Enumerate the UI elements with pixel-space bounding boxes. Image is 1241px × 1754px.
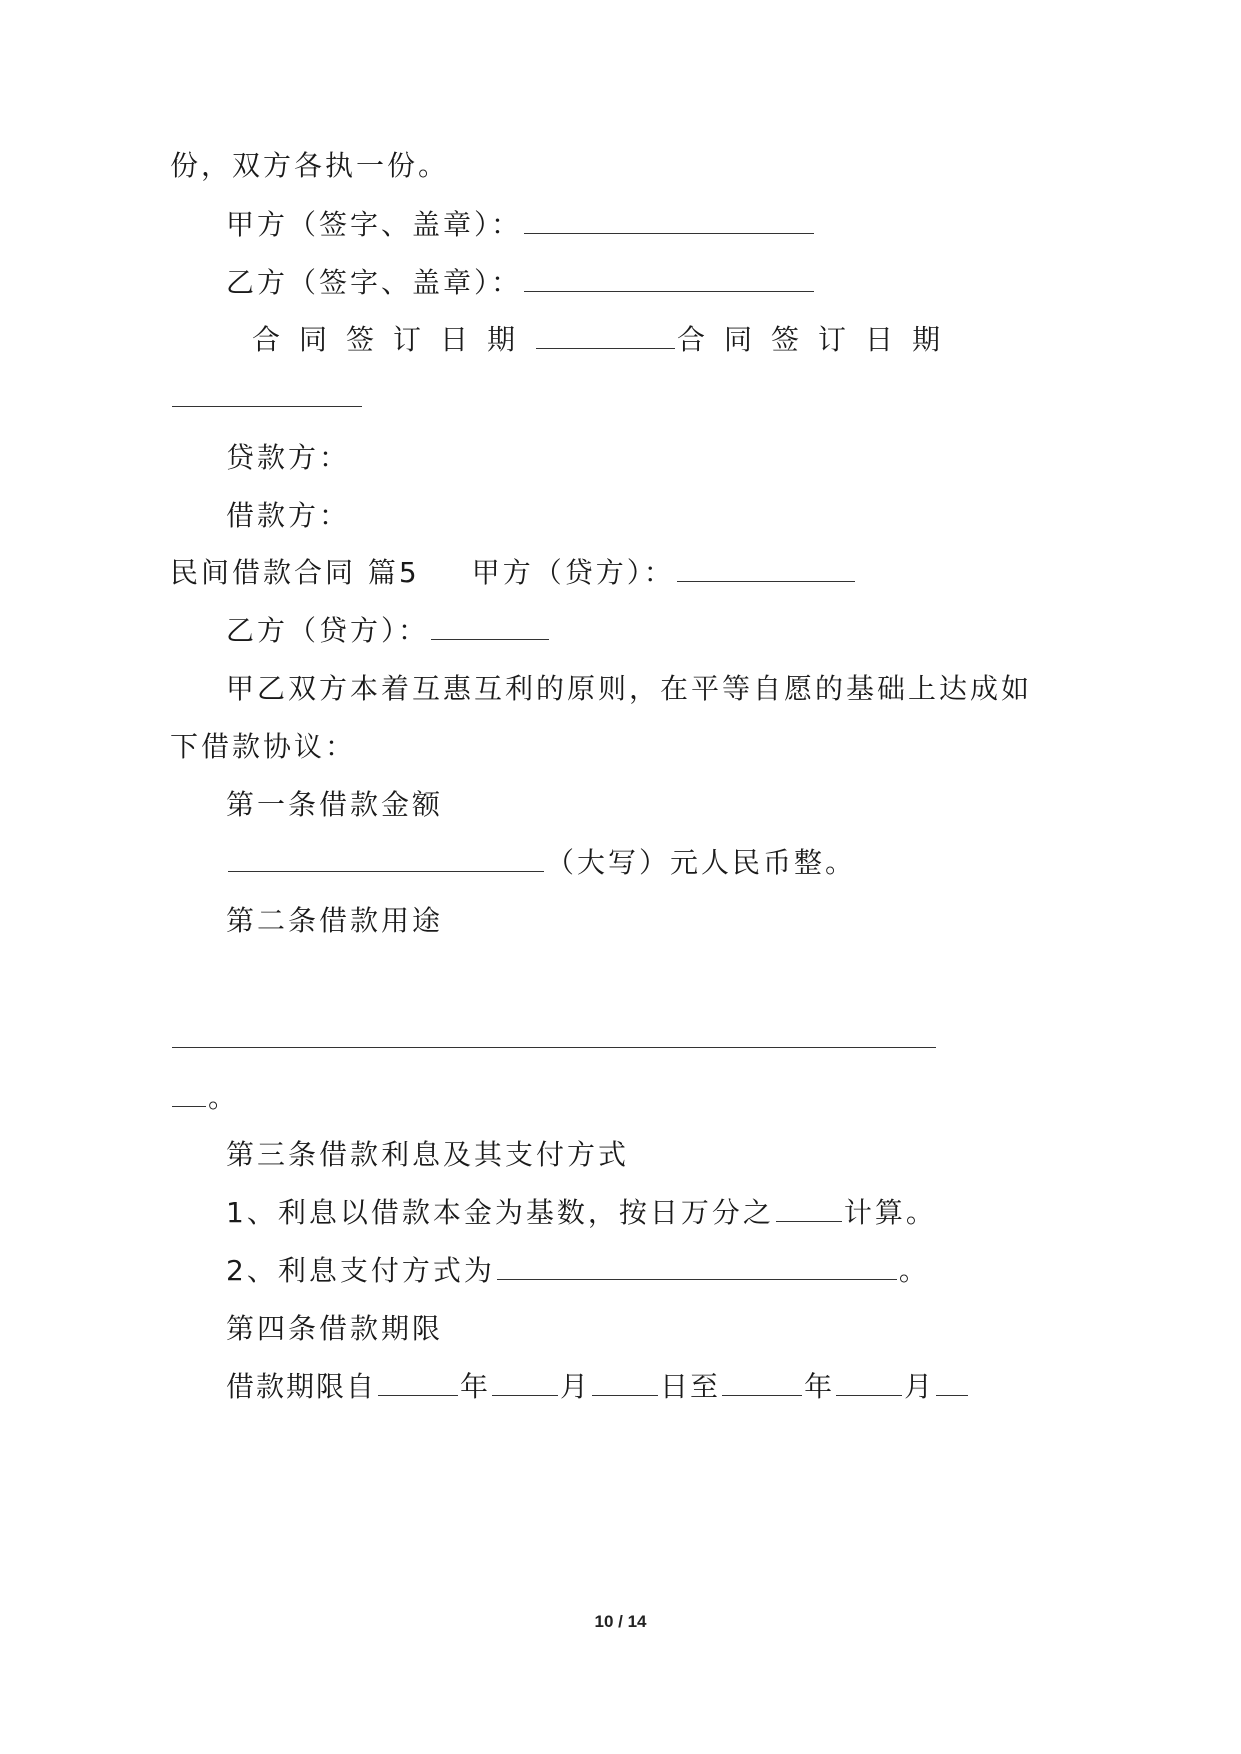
- article-4-heading: [226, 1311, 443, 1347]
- start-day-blank[interactable]: [592, 1373, 658, 1396]
- loan-purpose-blank-2[interactable]: [172, 1084, 206, 1107]
- interest-rate-label: 1、利息以借款本金为基数，按日万分之: [226, 1196, 774, 1229]
- loan-term-line: [226, 1369, 970, 1405]
- interest-rate-blank[interactable]: [776, 1199, 842, 1222]
- party-b-line: [226, 613, 551, 649]
- lender-line: [226, 440, 350, 476]
- party-a-signature-label: 甲方（签字、盖章）：: [226, 208, 523, 241]
- contract-date-line: [252, 322, 959, 358]
- article-3-title: 第三条借款利息及其支付方式: [226, 1138, 630, 1171]
- party-b-signature-blank[interactable]: [524, 269, 814, 292]
- day-to-label: 日至: [660, 1370, 721, 1403]
- party-b-lender-blank[interactable]: [431, 617, 549, 640]
- page-number: 10 / 14: [594, 1612, 647, 1631]
- end-day-blank[interactable]: [936, 1373, 968, 1396]
- interest-payment-label: 2、利息支付方式为: [226, 1254, 495, 1287]
- article-1-heading: [226, 787, 443, 823]
- loan-term-label: 借款期限自: [226, 1370, 377, 1403]
- year-label-2: 年: [804, 1370, 835, 1403]
- section-title-line: [170, 555, 857, 591]
- agreement-intro-line: [226, 671, 1032, 707]
- article-4-title: 第四条借款期限: [226, 1312, 444, 1345]
- article-3-heading: [226, 1137, 629, 1173]
- interest-payment-end: 。: [898, 1254, 930, 1287]
- month-label-2: 月: [904, 1370, 935, 1403]
- end-year-blank[interactable]: [722, 1373, 802, 1396]
- loan-purpose-end: 。: [208, 1081, 240, 1114]
- lender-label: 贷款方：: [226, 441, 351, 474]
- agreement-intro-text: 甲乙双方本着互惠互利的原则，在平等自愿的基础上达成如: [226, 672, 1033, 705]
- article-2-title: 第二条借款用途: [226, 904, 444, 937]
- interest-payment-line: [226, 1253, 930, 1289]
- contract-date-blank-1[interactable]: [536, 326, 675, 349]
- start-year-blank[interactable]: [378, 1373, 458, 1396]
- section-title: 民间借款合同 篇5: [170, 556, 420, 589]
- contract-date-blank-2[interactable]: [172, 384, 362, 407]
- interest-rate-suffix: 计算。: [843, 1196, 937, 1229]
- text-copies: 份，双方各执一份。: [170, 149, 450, 182]
- party-a-lender-blank[interactable]: [677, 559, 855, 582]
- borrower-line: [226, 498, 350, 534]
- interest-rate-line: [226, 1195, 937, 1231]
- loan-amount-suffix: （大写）元人民币整。: [546, 846, 857, 879]
- end-month-blank[interactable]: [836, 1373, 902, 1396]
- agreement-intro-text-2: 下借款协议：: [170, 730, 357, 763]
- party-b-signature-line: [226, 265, 816, 301]
- year-label-1: 年: [460, 1370, 491, 1403]
- contract-date-label-1: 合同签订日期: [252, 323, 535, 356]
- loan-purpose-blank[interactable]: [172, 1025, 936, 1048]
- borrower-label: 借款方：: [226, 499, 351, 532]
- party-b-lender-label: 乙方（贷方）：: [226, 614, 430, 647]
- party-a-lender-label: 甲方（贷方）：: [471, 556, 675, 589]
- agreement-intro-continuation: [170, 729, 356, 765]
- start-month-blank[interactable]: [492, 1373, 558, 1396]
- loan-purpose-line: [170, 1021, 938, 1057]
- month-label-1: 月: [560, 1370, 591, 1403]
- party-a-signature-line: [226, 207, 816, 243]
- contract-date-label-2: 合同签订日期: [676, 323, 959, 356]
- paragraph-continuation: [170, 148, 449, 184]
- interest-payment-blank[interactable]: [497, 1257, 897, 1280]
- loan-purpose-continuation: [170, 1080, 239, 1116]
- loan-amount-blank[interactable]: [228, 849, 544, 872]
- party-b-signature-label: 乙方（签字、盖章）：: [226, 266, 523, 299]
- article-1-title: 第一条借款金额: [226, 788, 444, 821]
- contract-date-continuation: [170, 380, 364, 416]
- party-a-signature-blank[interactable]: [524, 211, 814, 234]
- article-2-heading: [226, 903, 443, 939]
- loan-amount-line: [226, 845, 856, 881]
